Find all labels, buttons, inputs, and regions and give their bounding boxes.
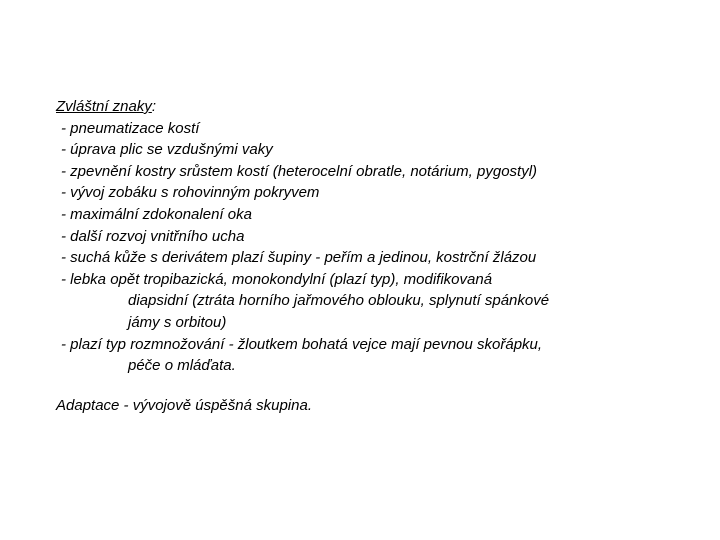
list-item (56, 161, 696, 183)
list-item-text: - pneumatizace kostí (61, 119, 200, 137)
list-item-text: - plazí typ rozmnožování - žloutkem bohatá vejce mají pevnou skořápku, (61, 335, 543, 353)
list-item (56, 118, 696, 140)
list-item-text: - zpevnění kostry srůstem kostí (heterocelní obratle, notárium, pygostyl) (61, 162, 538, 180)
list-item-continuation: diapsidní (ztráta horního jařmového oblouku, splynutí spánkové (128, 292, 550, 310)
list-item (56, 139, 696, 161)
slide-content (56, 96, 696, 431)
list-item-text: - další rozvoj vnitřního ucha (61, 227, 245, 245)
list-item (56, 269, 696, 334)
list-item-text: - úprava plic se vzdušnými vaky (61, 141, 273, 159)
section-heading-colon: : (151, 98, 157, 115)
list-item (56, 204, 696, 226)
section-heading-title: Zvláštní znaky (56, 98, 152, 115)
list-item (56, 247, 696, 269)
list-item (56, 226, 696, 248)
list-item-text: - suchá kůže s derivátem plazí šupiny - peřím a jedinou, kostrční žlázou (61, 249, 537, 267)
list-item-text: - maximální zdokonalení oka (61, 205, 252, 223)
list-item (56, 182, 696, 204)
list-item-text: - vývoj zobáku s rohovinným pokryvem (61, 184, 320, 202)
list-item-text: - lebka opět tropibazická, monokondylní (plazí typ), modifikovaná (61, 270, 493, 288)
list-item-continuation: péče o mláďata. (128, 357, 236, 375)
list-item-continuation: jámy s orbitou) (128, 313, 227, 331)
section-heading (56, 96, 696, 118)
list-item (56, 334, 696, 377)
summary-line: Adaptace - vývojově úspěšná skupina. (56, 396, 312, 414)
traits-list (56, 118, 696, 377)
